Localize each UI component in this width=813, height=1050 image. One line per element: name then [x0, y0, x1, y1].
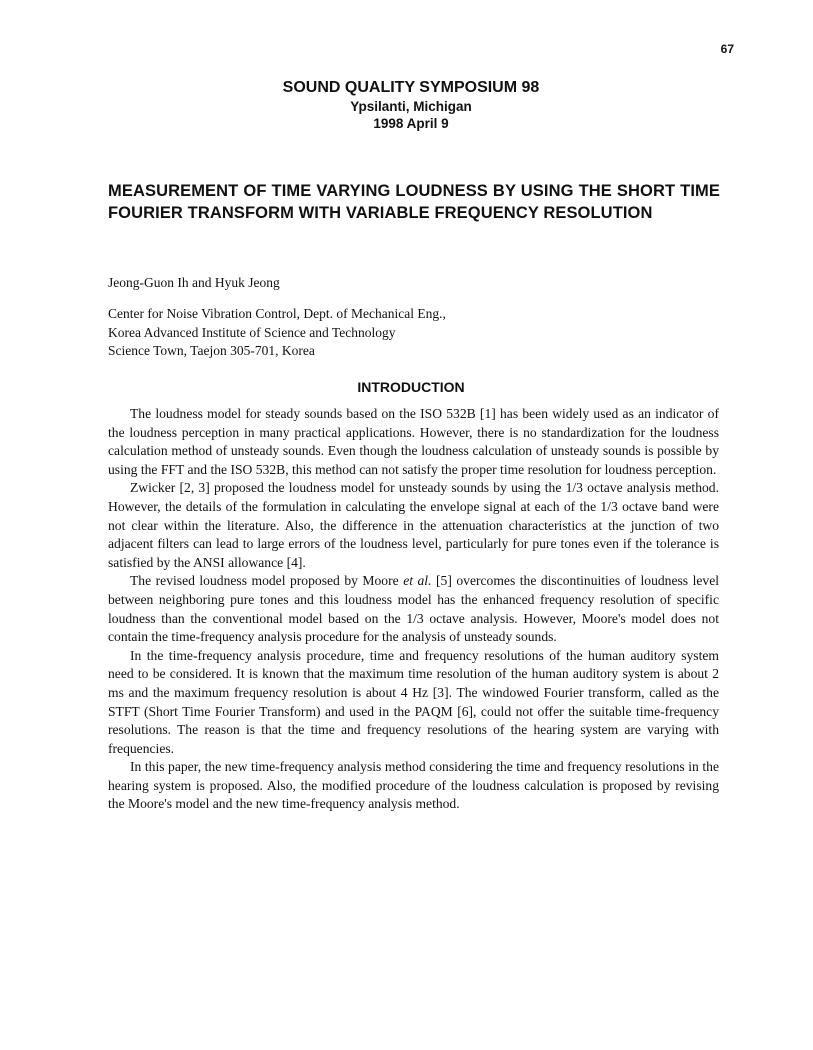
paragraph-text: [5] overcomes the discontinuities of loudness level between neighboring pure tones and this loudness model has the enhanced frequency resolution of specific loudness than the conventional model based on the 1/3 octave analysis. However, Moore's model does not contain the time-frequency analysis procedure for the analysis of unsteady sounds.	[108, 573, 719, 645]
affiliation	[108, 305, 446, 361]
paragraph: The loudness model for steady sounds based on the ISO 532B [1] has been widely used as an indicator of the loudness perception in many practical applications. However, there is no standardization for the loudness calculation method of unsteady sounds. Even though the loudness calculation of unsteady sounds is possible by using the FFT and the ISO 532B, this method can not satisfy the proper time resolution for loudness perception.	[108, 406, 719, 477]
authors: Jeong-Guon Ih and Hyuk Jeong	[108, 275, 280, 290]
conference-place: Ypsilanti, Michigan	[350, 99, 472, 114]
conference-name: SOUND QUALITY SYMPOSIUM 98	[282, 79, 540, 96]
affiliation-line: Center for Noise Vibration Control, Dept. of Mechanical Eng.,	[108, 306, 446, 321]
affiliation-line: Science Town, Taejon 305-701, Korea	[108, 343, 315, 358]
paper-title: MEASUREMENT OF TIME VARYING LOUDNESS BY USING THE SHORT TIME FOURIER TRANSFORM WITH VARIABLE FREQUENCY RESOLUTION	[108, 182, 720, 222]
paragraph	[108, 572, 719, 646]
introduction-body	[108, 405, 719, 814]
paragraph: Zwicker [2, 3] proposed the loudness model for unsteady sounds by using the 1/3 octave analysis method. However, the details of the formulation in calculating the envelope signal at each of the 1/3 octave band were not clear within the literature. Also, the difference in the attenuation characteristics at the junction of two adjacent filters can lead to large errors of the loudness level, particularly for pure tones even if the tolerance is satisfied by the ANSI allowance [4].	[108, 480, 719, 570]
paragraph: In this paper, the new time-frequency analysis method considering the time and frequency resolutions in the hearing system is proposed. Also, the modified procedure of the loudness calculation is proposed by revising the Moore's model and the new time-frequency analysis method.	[108, 759, 719, 812]
citation-et-al: et al.	[403, 573, 432, 589]
page-number: 67	[720, 42, 734, 56]
paragraph: In the time-frequency analysis procedure, time and frequency resolutions of the human auditory system need to be considered. It is known that the maximum time resolution of the human auditory system is about 2 ms and the maximum frequency resolution is about 4 Hz [3]. The windowed Fourier transform, called as the STFT (Short Time Fourier Transform) and used in the PAQM [6], could not offer the suitable time-frequency resolutions. The reason is that the time and frequency resolutions of the hearing system are varying with frequencies.	[108, 647, 719, 756]
conference-header	[0, 78, 813, 132]
conference-date: 1998 April 9	[373, 116, 449, 131]
section-heading-introduction: INTRODUCTION	[357, 379, 465, 395]
affiliation-line: Korea Advanced Institute of Science and Technology	[108, 324, 396, 340]
paragraph-text: The revised loudness model proposed by Moore	[130, 573, 404, 589]
